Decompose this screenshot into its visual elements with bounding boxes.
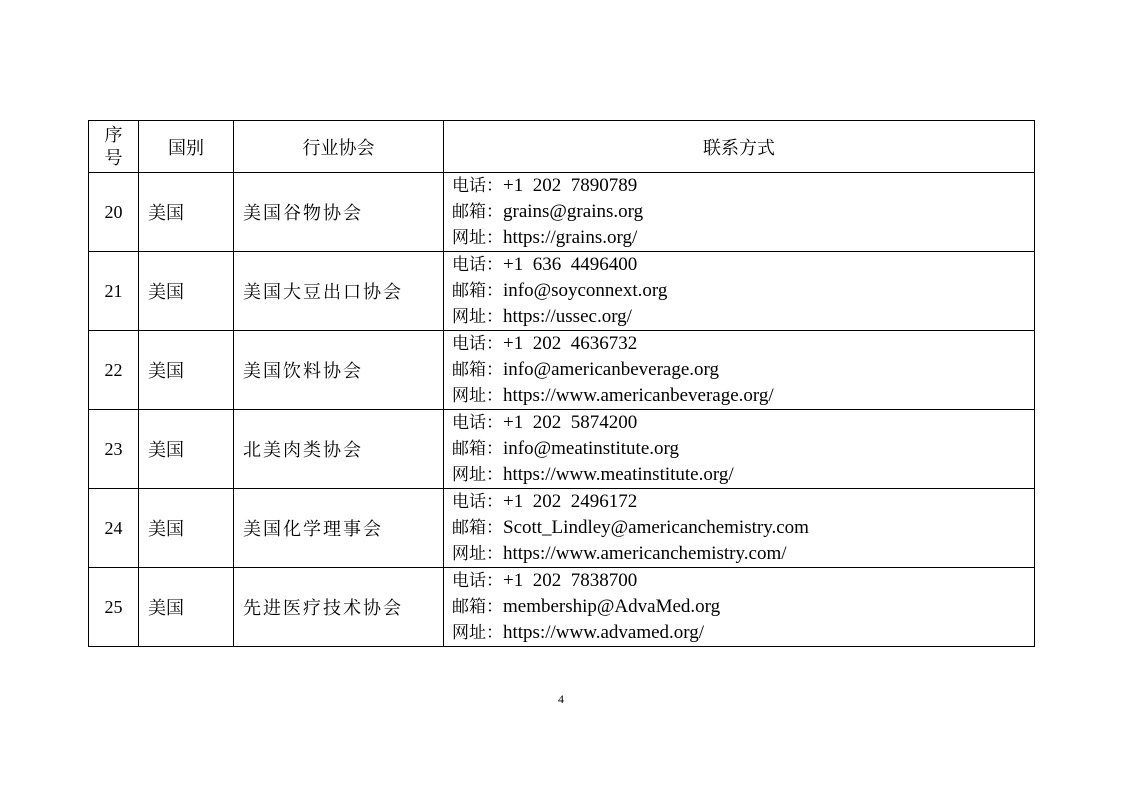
row-contact [444, 252, 1035, 331]
table-row [89, 331, 1035, 410]
web-label: 网址： [452, 386, 503, 406]
website-link[interactable]: https://www.americanbeverage.org/ [503, 385, 774, 406]
website-link[interactable]: https://www.advamed.org/ [503, 622, 705, 643]
email-link[interactable]: info@americanbeverage.org [503, 359, 720, 380]
phone-label: 电话： [452, 334, 503, 354]
email-label: 邮箱： [452, 202, 503, 222]
row-seq: 24 [89, 489, 139, 568]
email-label: 邮箱： [452, 597, 503, 617]
web-label: 网址： [452, 544, 503, 564]
header-association: 行业协会 [234, 121, 444, 173]
web-line [452, 383, 1034, 409]
web-line [452, 225, 1034, 251]
row-association [234, 568, 444, 647]
table-row [89, 410, 1035, 489]
phone-label: 电话： [452, 492, 503, 512]
web-line [452, 620, 1034, 646]
email-label: 邮箱： [452, 360, 503, 380]
phone-value: +1 202 5874200 [503, 412, 638, 433]
row-country: 美国 [139, 173, 234, 252]
phone-value: +1 636 4496400 [503, 254, 638, 275]
phone-label: 电话： [452, 413, 503, 433]
website-link[interactable]: https://ussec.org/ [503, 306, 632, 327]
row-association [234, 489, 444, 568]
email-line [452, 436, 1034, 462]
phone-label: 电话： [452, 571, 503, 591]
association-name: 先进医疗技术协会 [243, 598, 403, 619]
table-header-row [89, 121, 1035, 173]
phone-label: 电话： [452, 176, 503, 196]
row-contact [444, 489, 1035, 568]
email-link[interactable]: info@soyconnext.org [503, 280, 668, 301]
row-contact [444, 331, 1035, 410]
row-country: 美国 [139, 489, 234, 568]
header-seq [89, 121, 139, 173]
header-country: 国别 [139, 121, 234, 173]
web-line [452, 304, 1034, 330]
web-line [452, 462, 1034, 488]
web-label: 网址： [452, 228, 503, 248]
association-name: 美国饮料协会 [243, 361, 363, 382]
phone-value: +1 202 7838700 [503, 570, 638, 591]
row-seq: 22 [89, 331, 139, 410]
phone-line [452, 173, 1034, 199]
association-name: 美国谷物协会 [243, 203, 363, 224]
phone-value: +1 202 7890789 [503, 175, 638, 196]
web-label: 网址： [452, 465, 503, 485]
row-association [234, 252, 444, 331]
row-country: 美国 [139, 331, 234, 410]
row-seq: 23 [89, 410, 139, 489]
email-label: 邮箱： [452, 281, 503, 301]
website-link[interactable]: https://www.americanchemistry.com/ [503, 543, 787, 564]
table-row [89, 252, 1035, 331]
association-contact-table [88, 120, 1035, 647]
phone-line [452, 252, 1034, 278]
row-seq: 21 [89, 252, 139, 331]
row-association [234, 331, 444, 410]
email-line [452, 199, 1034, 225]
row-country: 美国 [139, 252, 234, 331]
email-line [452, 515, 1034, 541]
website-link[interactable]: https://www.meatinstitute.org/ [503, 464, 734, 485]
phone-line [452, 331, 1034, 357]
email-line [452, 278, 1034, 304]
web-label: 网址： [452, 623, 503, 643]
association-name: 美国大豆出口协会 [243, 282, 403, 303]
header-seq-line2: 号 [104, 147, 123, 169]
row-contact [444, 568, 1035, 647]
row-country: 美国 [139, 410, 234, 489]
email-link[interactable]: Scott_Lindley@americanchemistry.com [503, 517, 809, 538]
row-contact [444, 410, 1035, 489]
row-seq: 25 [89, 568, 139, 647]
association-name: 美国化学理事会 [243, 519, 383, 540]
page-number: 4 [558, 692, 564, 706]
email-label: 邮箱： [452, 518, 503, 538]
row-association [234, 173, 444, 252]
header-seq-line1: 序 [104, 124, 123, 146]
phone-line [452, 568, 1034, 594]
email-label: 邮箱： [452, 439, 503, 459]
phone-line [452, 410, 1034, 436]
row-seq: 20 [89, 173, 139, 252]
phone-value: +1 202 2496172 [503, 491, 638, 512]
row-country: 美国 [139, 568, 234, 647]
table-row [89, 489, 1035, 568]
table-row [89, 173, 1035, 252]
table-row [89, 568, 1035, 647]
phone-line [452, 489, 1034, 515]
web-label: 网址： [452, 307, 503, 327]
email-link[interactable]: grains@grains.org [503, 201, 644, 222]
web-line [452, 541, 1034, 567]
row-association [234, 410, 444, 489]
header-contact: 联系方式 [444, 121, 1035, 173]
email-link[interactable]: info@meatinstitute.org [503, 438, 679, 459]
email-line [452, 594, 1034, 620]
phone-label: 电话： [452, 255, 503, 275]
row-contact [444, 173, 1035, 252]
website-link[interactable]: https://grains.org/ [503, 227, 638, 248]
email-line [452, 357, 1034, 383]
email-link[interactable]: membership@AdvaMed.org [503, 596, 721, 617]
association-name: 北美肉类协会 [243, 440, 363, 461]
phone-value: +1 202 4636732 [503, 333, 638, 354]
